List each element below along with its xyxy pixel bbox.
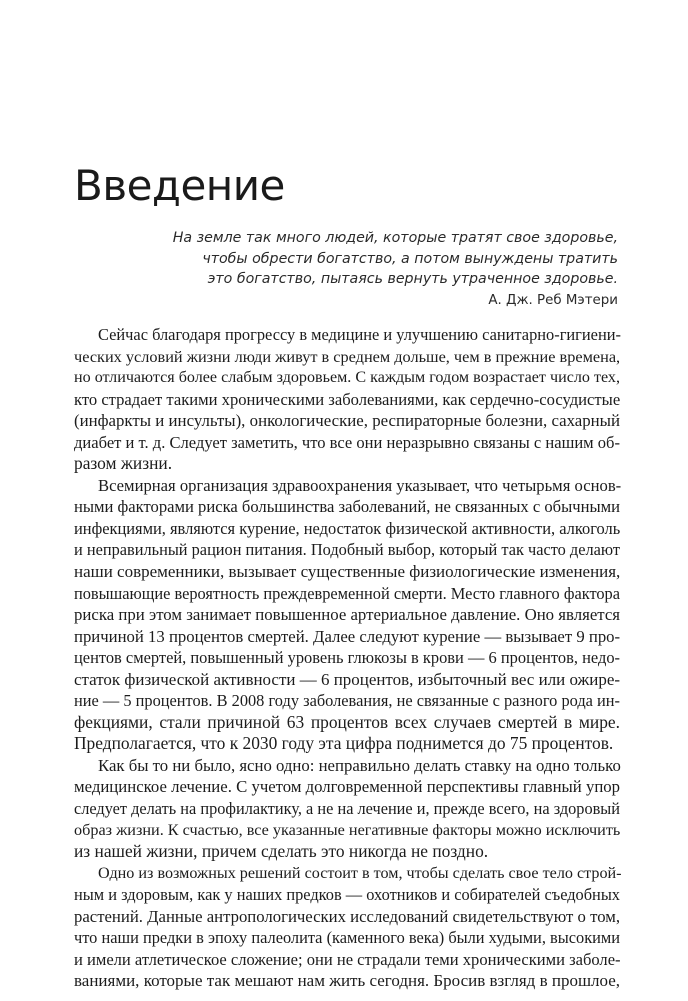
text-line: Сейчас благодаря прогрессу в медицине и улучшению санитарно-гигиени-: [98, 325, 621, 344]
text-line: риска при этом занимает повышенное артериальное давление. Оно является: [74, 605, 621, 625]
body-paragraph: [74, 475, 620, 755]
text-line: но отличаются более слабым здоровьем. С каждым годом возрастает число тех,: [74, 369, 620, 387]
epigraph-line: На земле так много людей, которые тратят свое здоровье,: [172, 230, 618, 246]
epigraph-author: А. Дж. Реб Мэтери: [488, 293, 618, 308]
text-line: ние — 5 процентов. В 2008 году заболевания, не связанные с разного рода ин-: [74, 691, 620, 711]
text-line: фекциями, стали причиной 63 процентов всех случаев смертей в мире.: [74, 711, 620, 732]
text-line: ными факторами риска большинства заболеваний, не связанных с обычными: [74, 497, 621, 517]
text-line: и имели атлетическое сложение; они не страдали теми хроническими заболе-: [74, 949, 621, 969]
text-line: ным и здоровым, как у наших предков — охотников и собирателей съедобных: [74, 885, 620, 905]
body-paragraph: [74, 324, 620, 475]
text-line: медицинское лечение. С учетом долговременной перспективы главный упор: [74, 777, 621, 797]
body-text: [74, 324, 620, 992]
text-line: центов смертей, повышенный уровень глюкозы в крови — 6 процентов, недо-: [74, 648, 620, 668]
text-line: из нашей жизни, причем сделать это никогда не поздно.: [74, 841, 489, 862]
text-line: наши современники, вызывает существенные физиологические изменения,: [74, 562, 621, 582]
text-line: и неправильный рацион питания. Подобный выбор, который так часто делают: [74, 540, 621, 560]
text-line: диабет и т. д. Следует заметить, что все они неразрывно связаны с нашим об-: [74, 432, 620, 452]
text-line: растений. Данные антропологических исследований свидетельствуют о том,: [74, 906, 620, 926]
text-line: Как бы то ни было, ясно одно: неправильно делать ставку на одно только: [98, 755, 621, 775]
text-line: Всемирная организация здравоохранения указывает, что четырьмя основ-: [98, 475, 622, 495]
epigraph-line: чтобы обрести богатство, а потом вынуждены тратить: [202, 250, 618, 267]
text-line: Предполагается, что к 2030 году эта цифра поднимется до 75 процентов.: [74, 733, 614, 754]
epigraph: [160, 228, 618, 290]
text-line: Одно из возможных решений состоит в том, чтобы сделать свое тело строй-: [98, 864, 622, 882]
text-line: ваниями, которые так мешают нам жить сегодня. Бросив взгляд в прошлое,: [74, 971, 620, 991]
body-paragraph: [74, 755, 620, 863]
epigraph-line: это богатство, пытаясь вернуть утраченное здоровье.: [207, 271, 618, 287]
chapter-title: Введение: [74, 161, 285, 210]
text-line: ческих условий жизни люди живут в среднем дольше, чем в прежние времена,: [74, 346, 621, 366]
text-line: образ жизни. К счастью, все указанные негативные факторы можно исключить: [74, 820, 621, 839]
text-line: инфекциями, являются курение, недостаток физической активности, алкоголь: [74, 518, 621, 538]
body-paragraph: [74, 863, 620, 992]
text-line: (инфаркты и инсульты), онкологические, респираторные болезни, сахарный: [74, 411, 620, 431]
text-line: разом жизни.: [74, 453, 173, 474]
text-line: повышающие вероятность преждевременной смерти. Место главного фактора: [74, 583, 620, 603]
text-line: кто страдает такими хроническими заболеваниями, как сердечно-сосудистые: [74, 389, 621, 409]
text-line: следует делать на профилактику, а не на лечение и, прежде всего, на здоровый: [74, 799, 620, 819]
text-line: что наши предки в эпоху палеолита (каменного века) были худыми, высокими: [74, 928, 620, 948]
text-line: причиной 13 процентов смертей. Далее следуют курение — вызывает 9 про-: [74, 626, 621, 646]
text-line: статок физической активности — 6 процентов, избыточный вес или ожире-: [74, 669, 620, 689]
